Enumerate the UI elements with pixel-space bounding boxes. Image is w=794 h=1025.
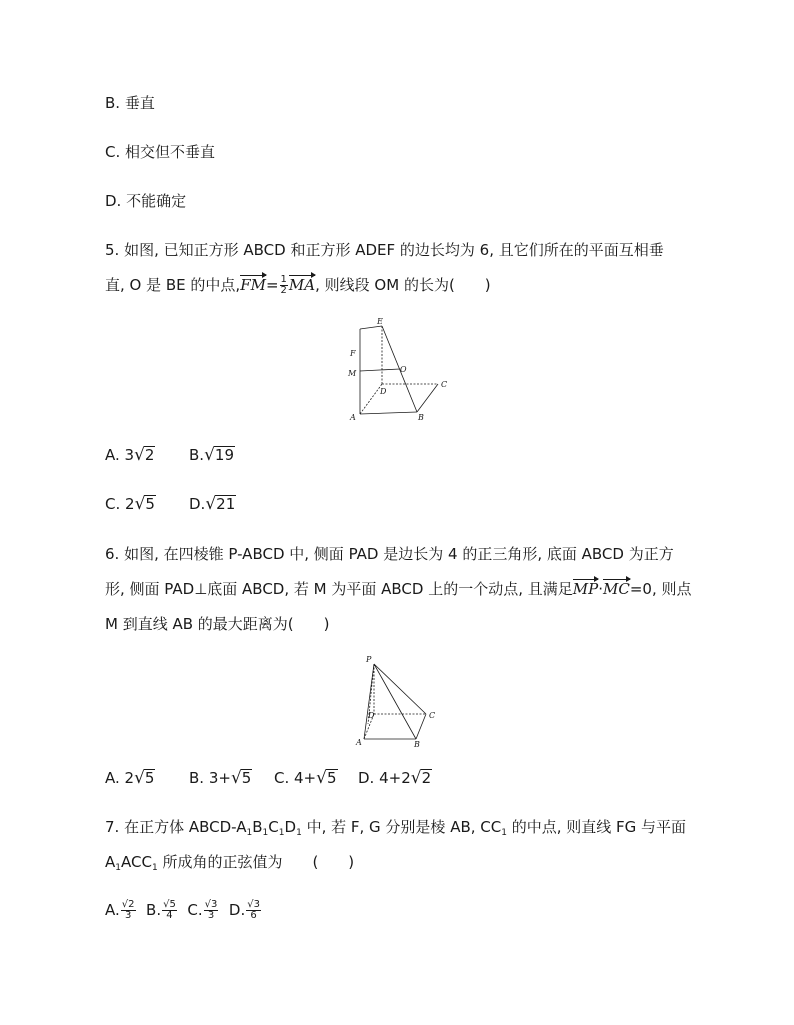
q5-stem-line2 — [105, 274, 491, 296]
vector-fm: FM — [240, 276, 266, 294]
frac-num: √3 — [204, 899, 218, 910]
label-d: D — [368, 711, 375, 720]
q7-frac-d — [246, 900, 261, 921]
q7-letter-d: D — [284, 818, 297, 836]
opt-prefix: D. 4+2 — [358, 769, 411, 787]
sqrt-icon: √ — [204, 445, 215, 465]
frac-den: 3 — [124, 910, 132, 921]
frac-den: 4 — [166, 910, 173, 921]
q7-letter-b: B — [252, 818, 263, 836]
q5-option-b — [189, 444, 235, 466]
frac-num: 1 — [280, 274, 287, 285]
sqrt-icon: √ — [205, 494, 217, 514]
sqrt-icon: √ — [134, 768, 145, 788]
q7-frac-c — [204, 900, 219, 921]
q7-letter-c: C — [268, 818, 279, 836]
q7-text-d: A — [105, 853, 116, 871]
edge-bc — [416, 714, 426, 739]
q6-stem-line2 — [105, 578, 691, 600]
vector-mp: MP — [572, 580, 599, 598]
vector-mc: MC — [602, 580, 630, 598]
label-e: E — [377, 317, 383, 326]
q4-option-d: D. 不能确定 — [105, 192, 187, 210]
q5-text-a: 直, O 是 BE 的中点, — [105, 276, 241, 294]
opt-prefix: B. 3+ — [189, 769, 231, 787]
opt-prefix: A. 3 — [105, 446, 135, 464]
segment-mo — [360, 369, 400, 371]
q5-figure — [340, 316, 460, 426]
fraction-half — [280, 275, 288, 296]
label-m: M — [348, 369, 357, 378]
subscript: 1 — [501, 828, 507, 838]
opt-prefix: B. — [189, 446, 205, 464]
q7-frac-a — [121, 900, 136, 921]
frac-den: 3 — [207, 910, 215, 921]
q6-stem-line3: M 到直线 AB 的最大距离为( ) — [105, 615, 330, 633]
label-a: A — [350, 413, 356, 422]
label-b: B — [414, 740, 420, 749]
frac-num: √5 — [163, 899, 176, 910]
label-p: P — [366, 655, 372, 664]
q4-option-b: B. 垂直 — [105, 94, 155, 112]
sqrt-icon: √ — [134, 445, 145, 465]
q7-text-a: 7. 在正方体 ABCD-A — [105, 818, 247, 836]
q6-stem-line1: 6. 如图, 在四棱锥 P-ABCD 中, 侧面 PAD 是边长为 4 的正三角形, 底面 ABCD 为正方 — [105, 545, 674, 563]
equals: = — [265, 276, 279, 294]
q7-text-f: 所成角的正弦值为 ( ) — [157, 853, 355, 871]
q7-text-c: 的中点, 则直线 FG 与平面 — [506, 818, 687, 836]
radicand: 19 — [214, 446, 234, 464]
radicand: 5 — [241, 769, 252, 787]
label-a: A — [356, 738, 362, 747]
q4-option-c: C. 相交但不垂直 — [105, 143, 216, 161]
vector-ma: MA — [288, 276, 316, 294]
subscript: 1 — [246, 828, 253, 838]
label-c: C — [441, 380, 448, 389]
dot-product: · — [598, 580, 603, 598]
q5-option-a — [105, 444, 155, 466]
q5-option-c — [105, 493, 156, 515]
opt-c-label: C. — [187, 901, 203, 919]
edge-pc — [374, 664, 426, 714]
radicand: 5 — [145, 495, 155, 513]
opt-prefix: A. 2 — [105, 769, 135, 787]
edge-ab — [360, 412, 417, 414]
edge-pb — [374, 664, 416, 739]
label-o: O — [400, 365, 407, 374]
subscript: 1 — [262, 828, 269, 838]
label-d: D — [380, 387, 387, 396]
radicand: 5 — [144, 769, 155, 787]
label-c: C — [429, 711, 436, 720]
opt-d-label: D. — [228, 901, 246, 919]
opt-prefix: C. 4+ — [274, 769, 317, 787]
sqrt-icon: √ — [134, 494, 146, 514]
q7-frac-b — [162, 900, 177, 921]
radicand: 2 — [421, 769, 432, 787]
radicand: 2 — [144, 446, 155, 464]
opt-prefix: C. 2 — [105, 495, 135, 513]
q6-figure — [350, 652, 450, 750]
subscript: 1 — [151, 863, 158, 873]
opt-b-label: B. — [146, 901, 162, 919]
radicand: 5 — [326, 769, 337, 787]
frac-den: 6 — [250, 910, 257, 921]
sqrt-icon: √ — [316, 768, 327, 788]
q6-option-a — [105, 767, 155, 789]
q7-options — [105, 899, 262, 921]
subscript: 1 — [278, 828, 285, 838]
sqrt-icon: √ — [230, 768, 242, 788]
q6-option-d — [358, 767, 432, 789]
q6-text-a: 形, 侧面 PAD⊥底面 ABCD, 若 M 为平面 ABCD 上的一个动点, 且满足 — [105, 580, 573, 598]
frac-den: 2 — [280, 285, 287, 296]
q5-option-d — [189, 493, 236, 515]
sqrt-icon: √ — [410, 768, 422, 788]
q5-stem-line1: 5. 如图, 已知正方形 ABCD 和正方形 ADEF 的边长均为 6, 且它们所在的平面互相垂 — [105, 241, 664, 259]
frac-num: √2 — [121, 899, 135, 910]
q7-stem-line1 — [105, 816, 686, 838]
opt-prefix: D. — [189, 495, 206, 513]
subscript: 1 — [296, 828, 302, 838]
label-b: B — [418, 413, 424, 422]
frac-num: √3 — [247, 899, 260, 910]
edge-bc — [417, 384, 438, 412]
q7-text-b: 中, 若 F, G 分别是棱 AB, CC — [301, 818, 502, 836]
q7-stem-line2 — [105, 851, 354, 873]
subscript: 1 — [115, 863, 121, 873]
radicand: 21 — [216, 495, 236, 513]
opt-a-label: A. — [105, 901, 120, 919]
edge-fe — [360, 326, 382, 329]
q6-text-b: =0, 则点 — [629, 580, 692, 598]
q6-option-b — [189, 767, 252, 789]
q6-option-c — [274, 767, 338, 789]
q5-text-b: , 则线段 OM 的长为( ) — [315, 276, 491, 294]
q7-text-e: ACC — [121, 853, 152, 871]
edge-ad — [360, 384, 382, 414]
label-f: F — [350, 349, 356, 358]
